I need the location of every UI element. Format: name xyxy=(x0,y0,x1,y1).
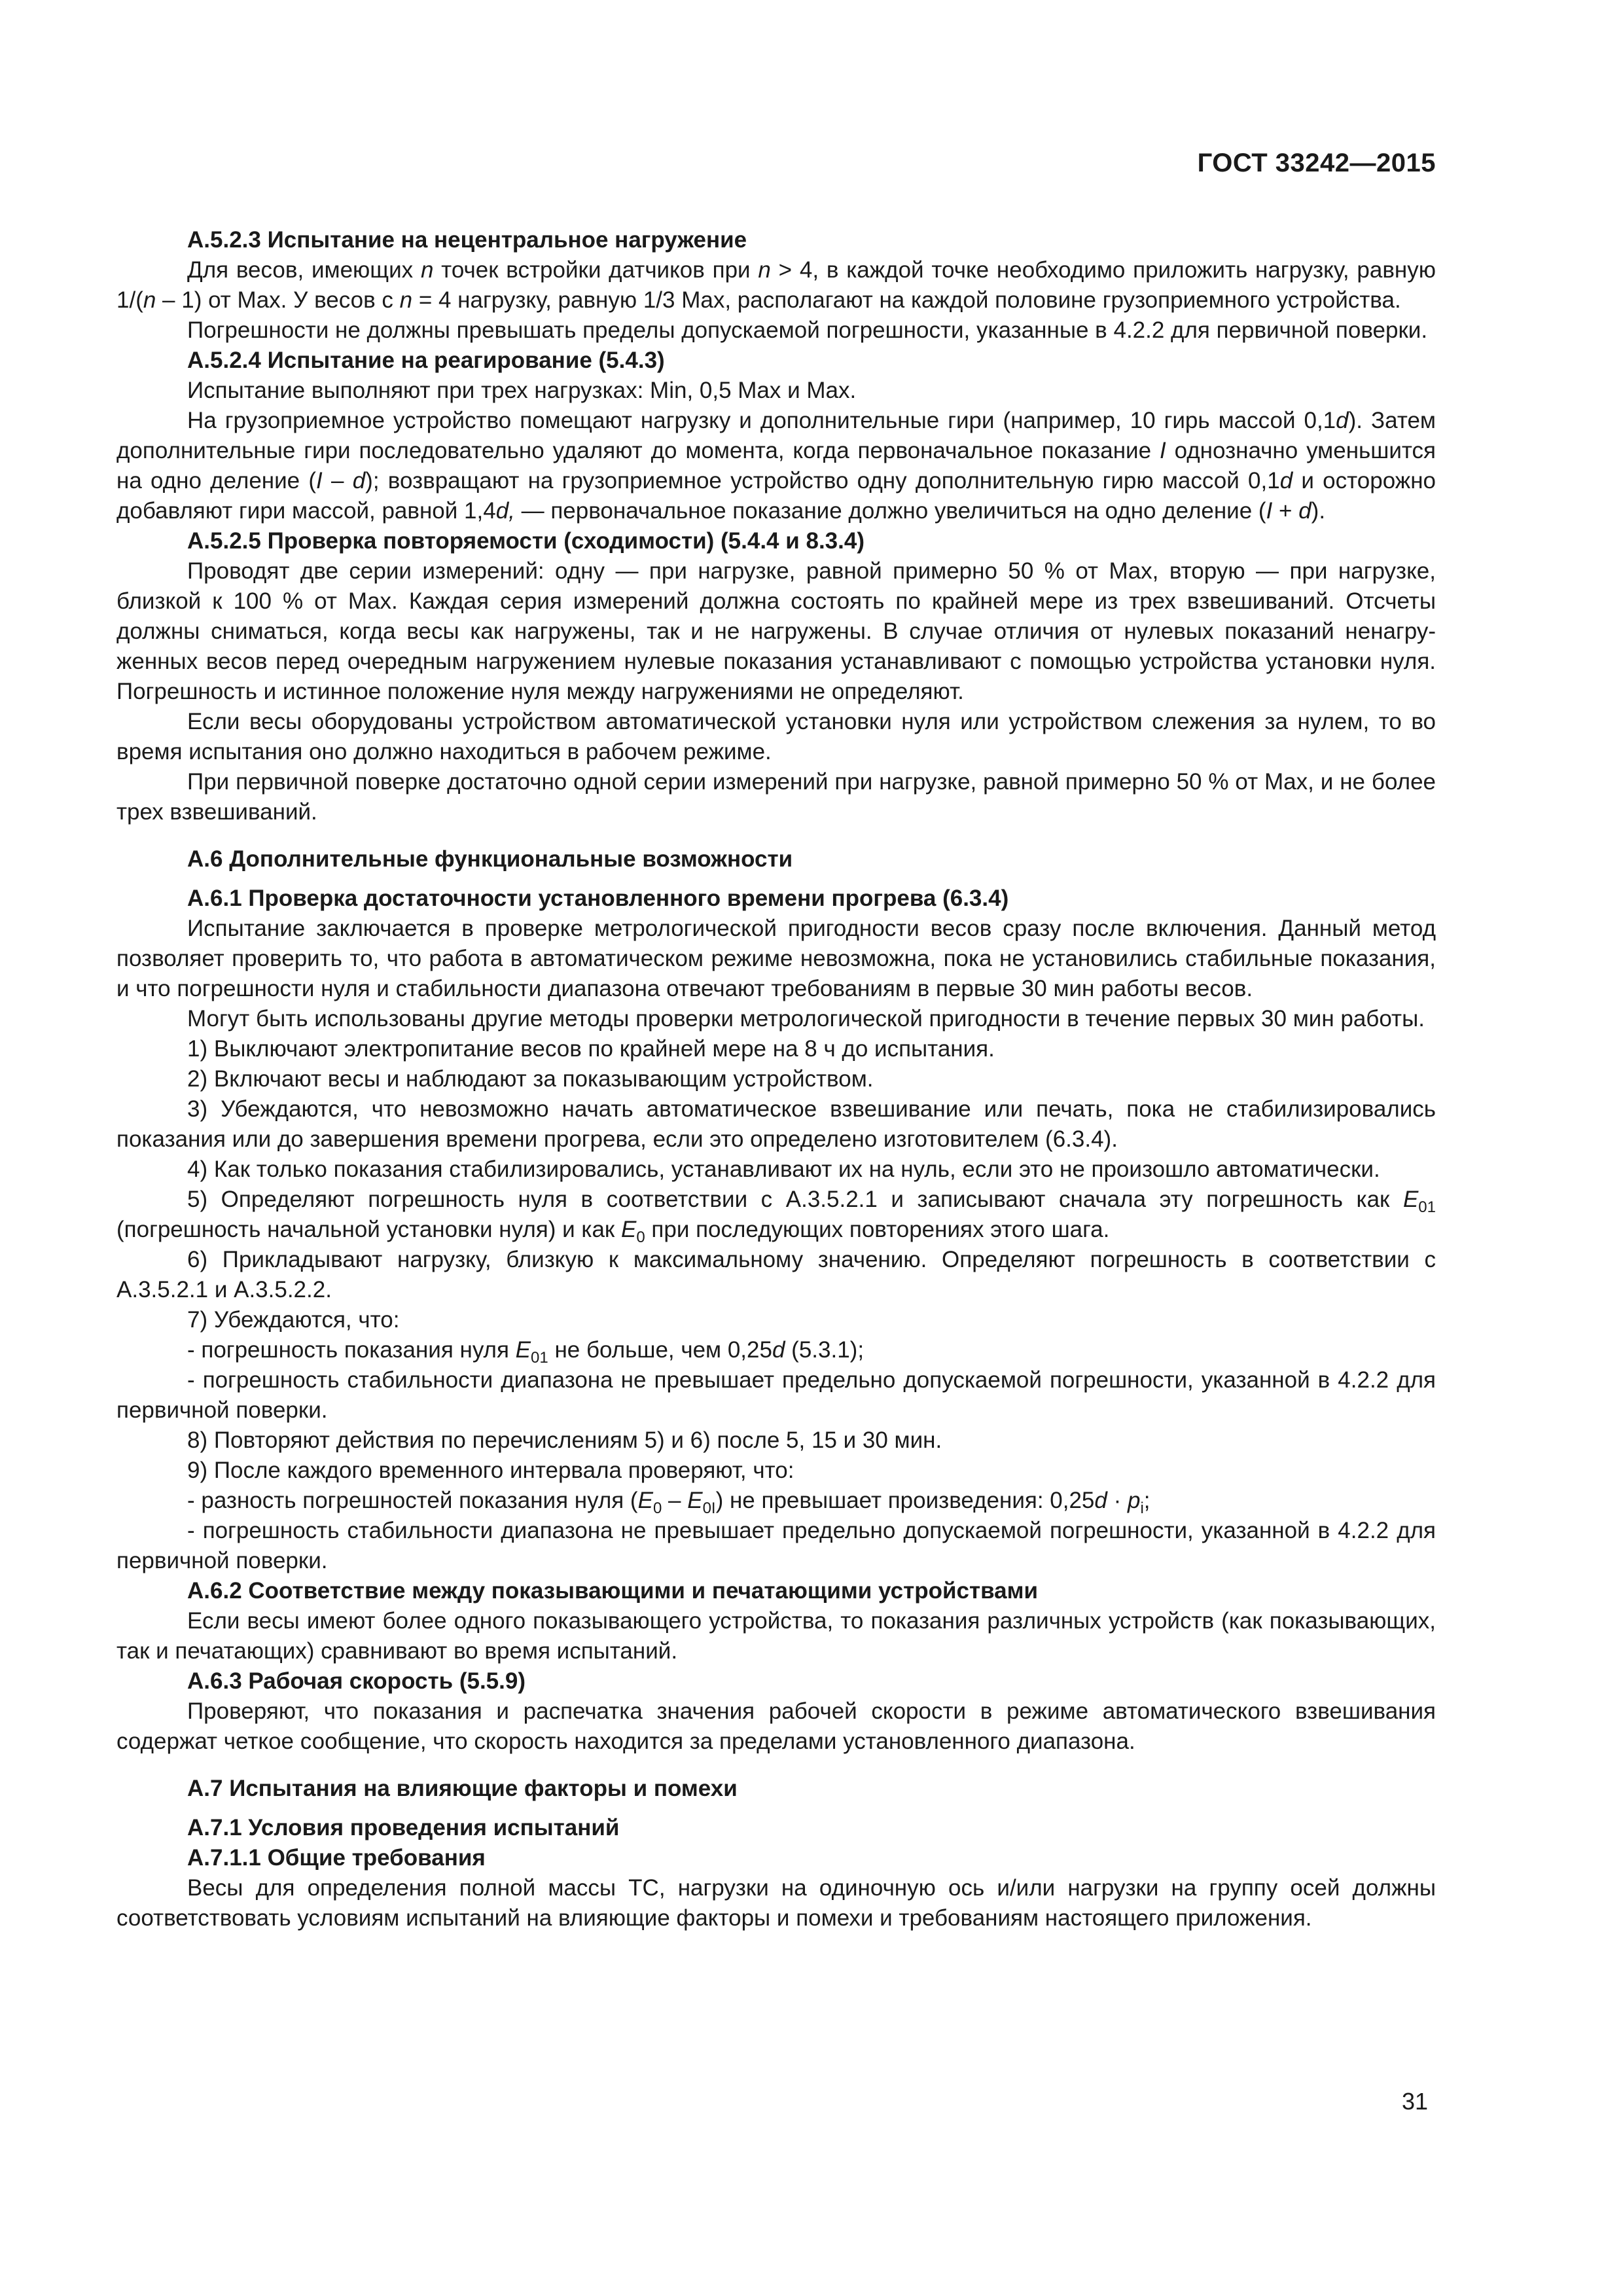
paragraph: Проверяют, что показания и распечатка значения рабочей скорости в режиме автоматического взвешивания содержат четкое сообщение, что скорость находится за пределами установленного диапазона. xyxy=(116,1698,1436,1754)
subscript: i xyxy=(1140,1499,1144,1517)
text: не больше, чем 0,25 xyxy=(548,1337,772,1363)
paragraph: Проводят две серии измерений: одну — при нагрузке, равной примерно 50 % от Max, вторую — при нагрузке, близкой к 100 % от Max. Каждая серия измерений должна состоять по крайней мере из трех взвешиваний. Отсчеты должны сниматься, когда весы как нагружены, так и не нагружены. В случае отличия от нулевых показаний ненагруженных весов перед очередным нагружением нулевые показания устанавливают с помощью устройства установки нуля. Погрешность и истинное положение нуля между нагружениями не определяют. xyxy=(116,558,1436,704)
var-n: n xyxy=(143,287,156,313)
var-p: p xyxy=(1127,1488,1141,1513)
var-e: E xyxy=(1402,1187,1419,1212)
var-d: d xyxy=(1336,408,1349,433)
heading-a-7-1-1: А.7.1.1 Общие требования xyxy=(187,1845,486,1871)
text: – 1) от Max. У весов с xyxy=(156,287,400,313)
var-n: n xyxy=(399,287,413,313)
subscript: 0 xyxy=(636,1229,645,1246)
var-d: d xyxy=(772,1337,785,1363)
list-item xyxy=(116,1486,1436,1516)
paragraph xyxy=(116,406,1436,526)
var-e: E xyxy=(687,1488,703,1513)
text: Для весов, имеющих xyxy=(187,257,421,283)
text: точек встройки датчиков при xyxy=(433,257,758,283)
text: · xyxy=(1107,1488,1128,1513)
paragraph: Если весы оборудованы устройством автоматической установки нуля или устройством слежения за нулем, то во время испытания оно должно находиться в рабочем режиме. xyxy=(116,709,1436,764)
list-item: 8) Повторяют действия по перечислениям 5) и 6) после 5, 15 и 30 мин. xyxy=(187,1427,942,1453)
text: однозначно уменьшится на одно деление ( xyxy=(116,438,1436,493)
var-e: E xyxy=(637,1488,653,1513)
text: (5.3.1); xyxy=(785,1337,865,1363)
paragraph: Погрешности не должны превышать пределы допускаемой погрешности, указанные в 4.2.2 для первичной поверки. xyxy=(187,317,1428,343)
text: и осторожно добавляют гири массой, равной 1,4 xyxy=(116,468,1436,524)
text: - погрешность показания нуля xyxy=(187,1337,516,1363)
var-i: I xyxy=(1266,498,1273,524)
var-d: d xyxy=(1298,498,1311,524)
standard-designation: ГОСТ 33242—2015 xyxy=(1197,149,1436,177)
heading-a-5-2-5: А.5.2.5 Проверка повторяемости (сходимости) (5.4.4 и 8.3.4) xyxy=(187,528,865,554)
text: + xyxy=(1272,498,1299,524)
var-n: n xyxy=(758,257,771,283)
var-i: I xyxy=(316,468,323,493)
list-item: 1) Выключают электропитание весов по крайней мере на 8 ч до испытания. xyxy=(187,1036,995,1062)
heading-a-6-2: А.6.2 Соответствие между показывающими и печатающими устройствами xyxy=(187,1578,1039,1604)
text: ) не превышает произведения: 0,25 xyxy=(715,1488,1095,1513)
paragraph: Испытание выполняют при трех нагрузках: Min, 0,5 Max и Max. xyxy=(187,378,857,403)
subscript: 0I xyxy=(702,1499,716,1517)
text: = 4 нагрузку, равную 1/3 Max, располагают на каждой половине грузоприемного устройства. xyxy=(412,287,1401,313)
list-item: 4) Как только показания стабилизировались, устанавливают их на нуль, если это не произошло автоматически. xyxy=(187,1157,1380,1182)
list-item xyxy=(116,1185,1436,1245)
document-page xyxy=(116,0,1436,2296)
heading-a-6-1: А.6.1 Проверка достаточности установленного времени прогрева (6.3.4) xyxy=(187,886,1009,911)
subscript: 0 xyxy=(652,1499,662,1517)
paragraph xyxy=(116,255,1436,315)
text: (погрешность начальной установки нуля) и как xyxy=(116,1217,621,1242)
paragraph: Если весы имеют более одного показывающего устройства, то показания различных устройств (как показывающих, так и печатающих) сравнивают во время испытаний. xyxy=(116,1608,1436,1664)
subscript: 01 xyxy=(531,1349,548,1367)
text: при последующих повторениях этого шага. xyxy=(645,1217,1110,1242)
list-item xyxy=(116,1335,1436,1365)
paragraph: При первичной поверке достаточно одной серии измерений при нагрузке, равной примерно 50 % от Max, и не более трех взвешиваний. xyxy=(116,769,1436,825)
text: > 4, в каждой точке необходимо приложить нагрузку, равную 1/( xyxy=(116,257,1436,313)
var-n: n xyxy=(420,257,434,283)
list-item: 7) Убеждаются, что: xyxy=(187,1307,400,1333)
heading-a-6: А.6 Дополнительные функциональные возможности xyxy=(187,846,793,872)
subscript: 01 xyxy=(1418,1198,1436,1216)
var-d: d xyxy=(352,468,366,493)
list-item: - погрешность стабильности диапазона не превышает предельно допускаемой погрешности, указанной в 4.2.2 для первичной поверки. xyxy=(116,1518,1436,1573)
var-d: d xyxy=(1279,468,1293,493)
text: – xyxy=(662,1488,688,1513)
heading-a-7-1: А.7.1 Условия проведения испытаний xyxy=(187,1815,620,1840)
page-number: 31 xyxy=(1401,2088,1428,2115)
text: – xyxy=(322,468,353,493)
heading-a-5-2-3: А.5.2.3 Испытание на нецентральное нагружение xyxy=(187,227,747,253)
heading-a-6-3: А.6.3 Рабочая скорость (5.5.9) xyxy=(187,1668,526,1694)
document-body xyxy=(116,225,1436,1933)
list-item: 3) Убеждаются, что невозможно начать автоматическое взвешивание или печать, пока не стабилизировались показания или до завершения времени прогрева, если это определено изготовителем (6.3.4). xyxy=(116,1096,1436,1152)
paragraph: Весы для определения полной массы ТС, нагрузки на одиночную ось и/или нагрузки на группу осей должны соответствовать условиям испытаний на влияющие факторы и помехи и требованиям настоящего приложения. xyxy=(116,1875,1436,1931)
text: ). Затем дополнительные гири последовательно удаляют до момента, когда первоначальное показание xyxy=(116,408,1436,463)
paragraph: Могут быть использованы другие методы проверки метрологической пригодности в течение первых 30 мин работы. xyxy=(187,1006,1425,1031)
var-d: d xyxy=(1094,1488,1107,1513)
heading-a-5-2-4: А.5.2.4 Испытание на реагирование (5.4.3) xyxy=(187,348,665,373)
text: 5) Определяют погрешность нуля в соответствии с А.3.5.2.1 и записывают сначала эту погрешность как xyxy=(187,1187,1403,1212)
list-item: 2) Включают весы и наблюдают за показывающим устройством. xyxy=(187,1066,874,1092)
var-e: E xyxy=(515,1337,531,1363)
heading-a-7: А.7 Испытания на влияющие факторы и помехи xyxy=(187,1776,738,1801)
text: На грузоприемное устройство помещают нагрузку и дополнительные гири (например, 10 гирь массой 0,1 xyxy=(187,408,1336,433)
list-item: 6) Прикладывают нагрузку, близкую к максимальному значению. Определяют погрешность в соответствии с А.3.5.2.1 и А.3.5.2.2. xyxy=(116,1247,1436,1302)
paragraph: Испытание заключается в проверке метрологической пригодности весов сразу после включения. Данный метод позволяет проверить то, что работа в автоматическом режиме невозможна, пока не установились стабильные показания, и что погрешности нуля и стабильности диапазона отвечают требованиям в первые 30 мин работы весов. xyxy=(116,916,1436,1001)
var-e: E xyxy=(620,1217,637,1242)
var-i: I xyxy=(1159,438,1166,463)
text: - разность погрешностей показания нуля ( xyxy=(187,1488,638,1513)
text: ). xyxy=(1311,498,1326,524)
text: ; xyxy=(1143,1488,1150,1513)
text: ); возвращают на грузоприемное устройство одну дополнительную гирю массой 0,1 xyxy=(365,468,1280,493)
list-item: - погрешность стабильности диапазона не превышает предельно допускаемой погрешности, указанной в 4.2.2 для первичной поверки. xyxy=(116,1367,1436,1423)
var-d: d, xyxy=(495,498,515,524)
list-item: 9) После каждого временного интервала проверяют, что: xyxy=(187,1458,794,1483)
text: — первоначальное показание должно увеличиться на одно деление ( xyxy=(514,498,1266,524)
